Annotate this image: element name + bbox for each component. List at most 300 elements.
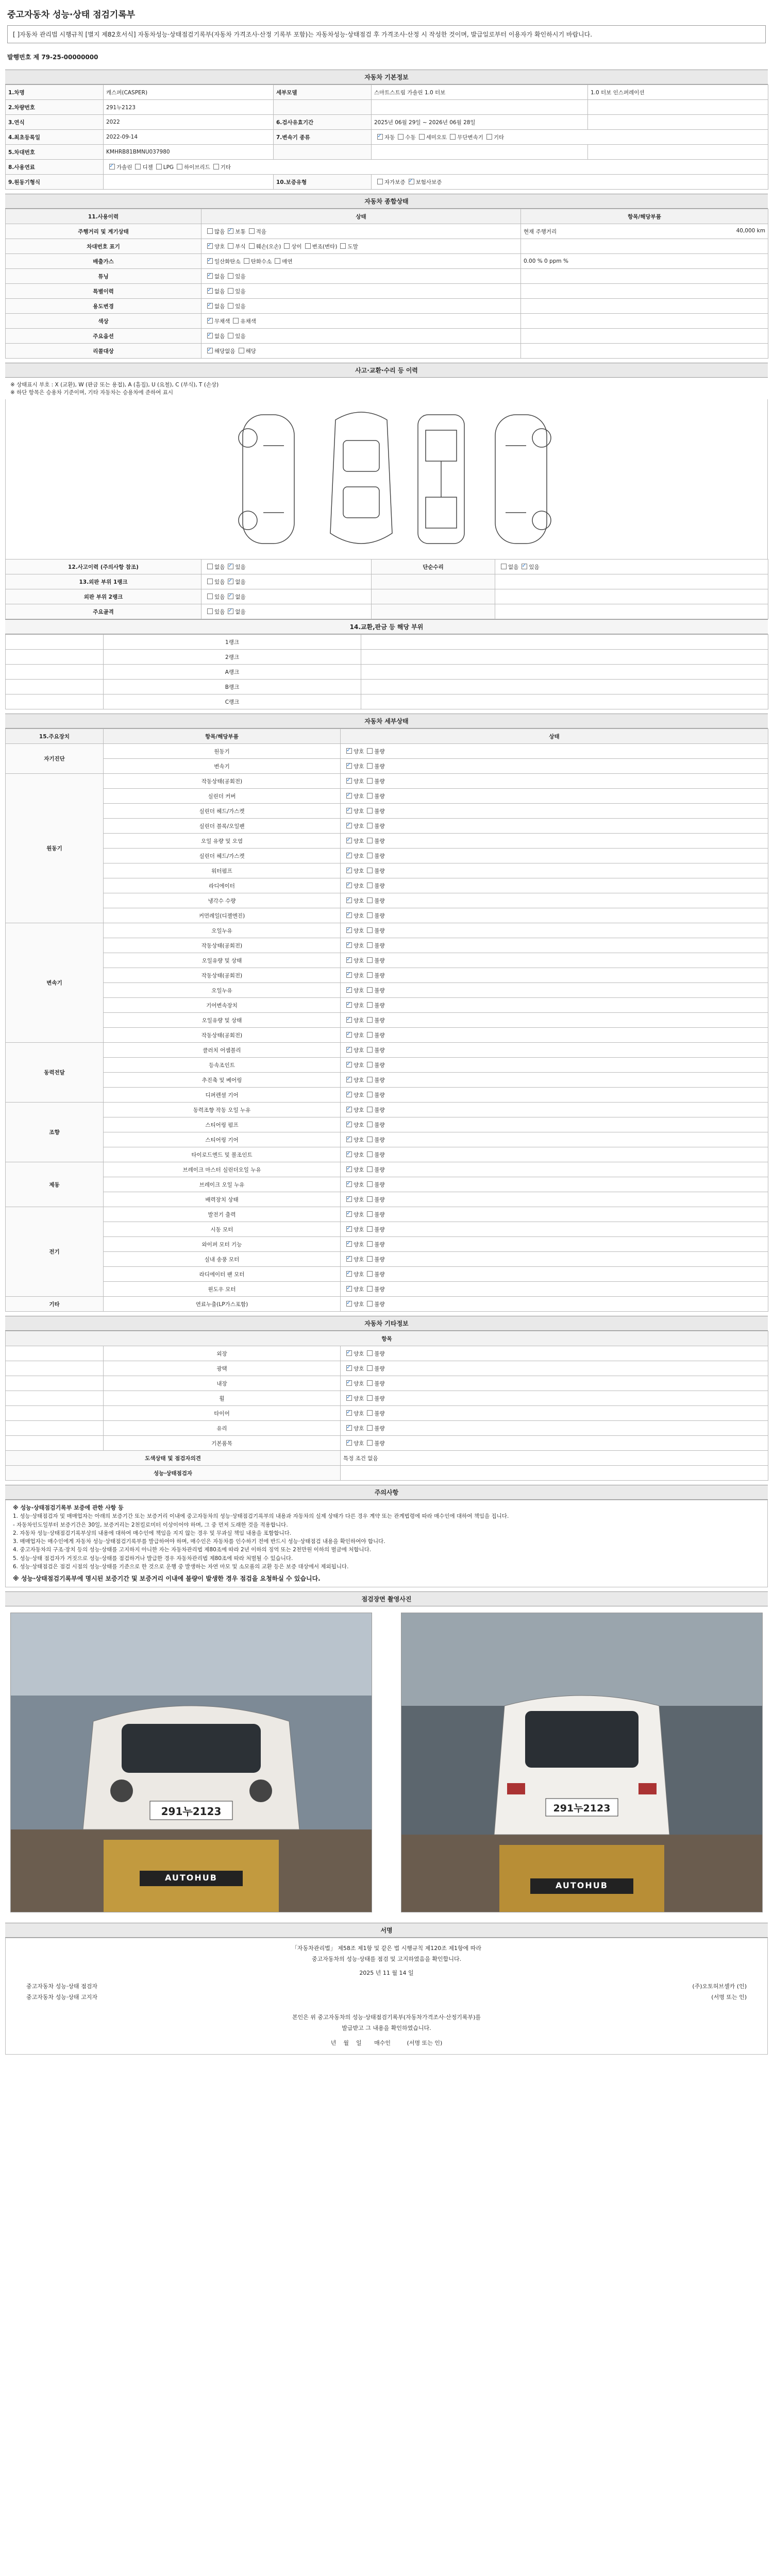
- overall-options: [201, 239, 521, 254]
- checkbox[interactable]: [367, 1077, 373, 1082]
- checkbox[interactable]: [233, 318, 239, 324]
- checkbox-label: 불량: [374, 1350, 385, 1357]
- checkbox[interactable]: [367, 1211, 373, 1217]
- parts-row: [6, 665, 768, 680]
- checkbox-label: 양호: [354, 853, 364, 859]
- checkbox[interactable]: [249, 243, 255, 249]
- checkbox[interactable]: [346, 1002, 352, 1008]
- checkbox[interactable]: [346, 823, 352, 828]
- checkbox[interactable]: [367, 763, 373, 769]
- checkbox[interactable]: [367, 748, 373, 754]
- detail-row: [6, 1058, 768, 1073]
- detail-state: [341, 968, 768, 983]
- overall-options: [201, 299, 521, 314]
- checkbox[interactable]: [367, 1122, 373, 1127]
- checkbox-label: 불량: [374, 778, 385, 785]
- checkbox[interactable]: [367, 1301, 373, 1307]
- detail-item: 오일 유량 및 오염: [104, 834, 341, 849]
- other-item: 기본품목: [104, 1436, 341, 1451]
- checkbox-label: 있음: [529, 564, 540, 570]
- checkbox[interactable]: [377, 134, 383, 140]
- checkbox[interactable]: [367, 987, 373, 993]
- checkbox[interactable]: [346, 1241, 352, 1247]
- overall-right: [521, 269, 768, 284]
- checkbox[interactable]: [367, 868, 373, 873]
- checkbox[interactable]: [346, 972, 352, 978]
- checkbox-label: 양호: [354, 1122, 364, 1128]
- checkbox[interactable]: [367, 1137, 373, 1142]
- checkbox[interactable]: [207, 594, 213, 599]
- checkbox[interactable]: [207, 333, 213, 338]
- checkbox[interactable]: [346, 1365, 352, 1371]
- parts-empty: [6, 694, 104, 709]
- basic-value: KMHRB81BMNU037980: [104, 145, 274, 160]
- checkbox[interactable]: [367, 1380, 373, 1386]
- caution-line: 3. 매매업자는 매수인에게 자동차 성능·상태점검기록부를 발급하여야 하며, 매수인은 자동차를 인수하기 전에 반드시 성능·상태점검 내용을 확인하여야 합니다.: [13, 1538, 385, 1545]
- checkbox[interactable]: [249, 228, 255, 234]
- checkbox[interactable]: [346, 1107, 352, 1112]
- checkbox[interactable]: [284, 243, 290, 249]
- checkbox[interactable]: [367, 1256, 373, 1262]
- detail-state: [341, 953, 768, 968]
- detail-state: [341, 923, 768, 938]
- checkbox-label: 불량: [374, 793, 385, 800]
- other-options: [341, 1406, 768, 1421]
- detail-row: [6, 1237, 768, 1252]
- checkbox[interactable]: [346, 1256, 352, 1262]
- basic-right-value: [588, 100, 768, 115]
- detail-row: [6, 759, 768, 774]
- checkbox[interactable]: [228, 288, 233, 294]
- detail-item: 실린더 커버: [104, 789, 341, 804]
- overall-options: [201, 284, 521, 299]
- accident-options: [201, 560, 372, 574]
- checkbox[interactable]: [239, 348, 244, 353]
- overall-right: [521, 299, 768, 314]
- checkbox[interactable]: [367, 957, 373, 963]
- checkbox[interactable]: [367, 1226, 373, 1232]
- checkbox[interactable]: [346, 1092, 352, 1097]
- accident-options: [201, 604, 372, 619]
- parts-row: [6, 680, 768, 694]
- checkbox[interactable]: [346, 1151, 352, 1157]
- checkbox[interactable]: [346, 1017, 352, 1023]
- basic-value: 2022: [104, 115, 274, 130]
- car-top-view: [330, 412, 392, 544]
- basic-row: [6, 115, 768, 130]
- checkbox-label: 유채색: [240, 318, 256, 325]
- checkbox[interactable]: [367, 942, 373, 948]
- checkbox[interactable]: [409, 179, 414, 184]
- detail-item: 라디에이터: [104, 878, 341, 893]
- other-empty: [6, 1406, 104, 1421]
- car-left-side: [243, 415, 294, 544]
- checkbox[interactable]: [346, 1211, 352, 1217]
- other-opinion-label: 도색상태 및 점검자의견: [6, 1451, 341, 1466]
- basic-mid-label: 10.보증유형: [274, 175, 372, 190]
- checkbox[interactable]: [367, 1425, 373, 1431]
- accident-right-label: [372, 604, 495, 619]
- checkbox-label: 없음: [214, 333, 225, 340]
- checkbox[interactable]: [228, 594, 233, 599]
- detail-state: [341, 1013, 768, 1028]
- checkbox[interactable]: [367, 897, 373, 903]
- checkbox-label: 있음: [214, 579, 225, 585]
- detail-row: [6, 1297, 768, 1312]
- wheel-rr: [532, 511, 551, 530]
- parts-table: [5, 634, 768, 709]
- checkbox[interactable]: [275, 258, 280, 264]
- parts-row: [6, 694, 768, 709]
- checkbox-label: 불량: [374, 1256, 385, 1263]
- overall-table: [5, 209, 768, 359]
- checkbox-label: 불량: [374, 897, 385, 904]
- checkbox[interactable]: [340, 243, 346, 249]
- accident-label: 외판 부위 2랭크: [6, 589, 201, 604]
- checkbox[interactable]: [346, 868, 352, 873]
- other-options: [341, 1376, 768, 1391]
- checkbox[interactable]: [346, 1301, 352, 1307]
- basic-row: [6, 85, 768, 100]
- checkbox[interactable]: [367, 1002, 373, 1008]
- checkbox[interactable]: [367, 1017, 373, 1023]
- checkbox-label: 양호: [354, 1380, 364, 1387]
- detail-state: [341, 1252, 768, 1267]
- detail-item: 실린더 블록/오일팬: [104, 819, 341, 834]
- checkbox[interactable]: [207, 579, 213, 584]
- checkbox[interactable]: [346, 912, 352, 918]
- detail-group: 원동기: [6, 774, 104, 923]
- checkbox[interactable]: [367, 1410, 373, 1416]
- basic-mid-label: 6.검사유효기간: [274, 115, 372, 130]
- detail-item: 등속조인트: [104, 1058, 341, 1073]
- checkbox-label: 불량: [374, 868, 385, 874]
- checkbox[interactable]: [367, 1271, 373, 1277]
- checkbox[interactable]: [367, 1166, 373, 1172]
- other-empty: [6, 1346, 104, 1361]
- checkbox[interactable]: [207, 348, 213, 353]
- overall-row: [6, 329, 768, 344]
- detail-row: [6, 834, 768, 849]
- checkbox[interactable]: [377, 179, 383, 184]
- checkbox[interactable]: [367, 972, 373, 978]
- checkbox[interactable]: [228, 303, 233, 309]
- buyer-day-label: 일: [356, 2039, 362, 2046]
- checkbox[interactable]: [346, 853, 352, 858]
- checkbox[interactable]: [367, 1151, 373, 1157]
- detail-state: [341, 1058, 768, 1073]
- detail-state: [341, 834, 768, 849]
- checkbox[interactable]: [109, 164, 115, 170]
- checkbox-label: 보험사보증: [415, 179, 442, 185]
- checkbox-label: 일산화탄소: [214, 258, 241, 265]
- other-row: [6, 1421, 768, 1436]
- checkbox[interactable]: [346, 1350, 352, 1356]
- overall-label: 리콜대상: [6, 344, 201, 359]
- checkbox[interactable]: [367, 927, 373, 933]
- checkbox[interactable]: [367, 1032, 373, 1038]
- checkbox-label: 세미오토: [426, 134, 447, 141]
- parts-values: [361, 665, 768, 680]
- checkbox-label: 없음: [508, 564, 519, 570]
- other-options: [341, 1391, 768, 1406]
- checkbox[interactable]: [367, 1286, 373, 1292]
- detail-group: 기타: [6, 1297, 104, 1312]
- overall-label: 차대번호 표기: [6, 239, 201, 254]
- detail-row: [6, 908, 768, 923]
- checkbox[interactable]: [346, 1380, 352, 1386]
- checkbox-label: 양호: [354, 957, 364, 964]
- checkbox[interactable]: [367, 1092, 373, 1097]
- checkbox[interactable]: [346, 1077, 352, 1082]
- overall-label: 색상: [6, 314, 201, 329]
- overall-header-1: 상태: [201, 209, 521, 224]
- checkbox-label: 양호: [354, 1017, 364, 1024]
- notice-box: [ ]자동차 관리법 시행규칙 [별지 제82호서식] 자동차성능·상태점검기록부(자동차 가격조사·산정 기록부 포함)는 자동차성능·상태점검 후 가격조사·산정 시 작성한 것이며, 발급일로부터 이용자가 확인하시기 바랍니다.: [7, 25, 766, 43]
- checkbox[interactable]: [346, 808, 352, 814]
- checkbox-label: 불량: [374, 1196, 385, 1203]
- other-item: 휠: [104, 1391, 341, 1406]
- checkbox[interactable]: [207, 564, 213, 569]
- buyer-year-label: 년: [330, 2039, 337, 2046]
- checkbox[interactable]: [346, 763, 352, 769]
- buyer-month-label: 월: [343, 2039, 349, 2046]
- parts-rank: A랭크: [104, 665, 361, 680]
- checkbox-label: 없음: [235, 594, 246, 600]
- checkbox[interactable]: [367, 853, 373, 858]
- checkbox[interactable]: [501, 564, 507, 569]
- checkbox[interactable]: [367, 1395, 373, 1401]
- document-page: [5, 0, 768, 2055]
- checkbox[interactable]: [346, 748, 352, 754]
- detail-row: [6, 1192, 768, 1207]
- checkbox[interactable]: [367, 883, 373, 888]
- checkbox-label: 불량: [374, 1137, 385, 1143]
- checkbox-label: 있음: [235, 303, 246, 310]
- checkbox[interactable]: [450, 134, 456, 140]
- checkbox[interactable]: [367, 1365, 373, 1371]
- checkbox[interactable]: [228, 243, 233, 249]
- section-caution-title: 주의사항: [5, 1485, 768, 1500]
- checkbox[interactable]: [228, 564, 233, 569]
- checkbox[interactable]: [346, 1425, 352, 1431]
- checkbox[interactable]: [346, 897, 352, 903]
- checkbox-label: 양호: [354, 1256, 364, 1263]
- checkbox[interactable]: [367, 808, 373, 814]
- caution-title: ※ 성능·상태점검기록부 보증에 관한 사항 등: [13, 1504, 124, 1511]
- checkbox[interactable]: [346, 1047, 352, 1053]
- checkbox[interactable]: [346, 1271, 352, 1277]
- checkbox[interactable]: [346, 883, 352, 888]
- checkbox[interactable]: [367, 1440, 373, 1446]
- checkbox-label: 훼손(오손): [256, 243, 281, 250]
- checkbox[interactable]: [346, 1410, 352, 1416]
- detail-item: 시동 모터: [104, 1222, 341, 1237]
- checkbox[interactable]: [207, 303, 213, 309]
- checkbox-label: 변조(변타): [312, 243, 338, 250]
- checkbox[interactable]: [367, 1062, 373, 1067]
- checkbox-label: 불량: [374, 942, 385, 949]
- checkbox[interactable]: [346, 1181, 352, 1187]
- detail-row: [6, 1043, 768, 1058]
- detail-item: 디퍼렌셜 기어: [104, 1088, 341, 1103]
- checkbox-label: 양호: [354, 1107, 364, 1113]
- checkbox-label: 양호: [354, 1062, 364, 1069]
- detail-state: [341, 1073, 768, 1088]
- checkbox-label: 기타: [220, 164, 231, 171]
- detail-state: [341, 878, 768, 893]
- detail-item: 작동상태(공회전): [104, 1028, 341, 1043]
- checkbox[interactable]: [156, 164, 162, 170]
- accident-options: [201, 574, 372, 589]
- checkbox[interactable]: [367, 838, 373, 843]
- accident-legend: [5, 378, 768, 399]
- checkbox[interactable]: [244, 258, 249, 264]
- detail-item: 스티어링 펌프: [104, 1117, 341, 1132]
- checkbox[interactable]: [346, 942, 352, 948]
- checkbox[interactable]: [367, 778, 373, 784]
- checkbox[interactable]: [367, 1196, 373, 1202]
- checkbox[interactable]: [346, 1062, 352, 1067]
- detail-state: [341, 759, 768, 774]
- checkbox[interactable]: [367, 1047, 373, 1053]
- checkbox[interactable]: [228, 228, 233, 234]
- checkbox[interactable]: [228, 608, 233, 614]
- section-other-title: 자동차 기타정보: [5, 1316, 768, 1331]
- parts-empty: [6, 650, 104, 665]
- checkbox-label: 양호: [354, 763, 364, 770]
- checkbox-label: 불량: [374, 1092, 385, 1098]
- checkbox-label: 양호: [354, 1002, 364, 1009]
- checkbox[interactable]: [207, 273, 213, 279]
- checkbox-label: 불량: [374, 1107, 385, 1113]
- detail-row: [6, 1132, 768, 1147]
- checkbox[interactable]: [346, 1395, 352, 1401]
- basic-mid-value: [372, 100, 588, 115]
- checkbox[interactable]: [346, 1166, 352, 1172]
- detail-item: 작동상태(공회전): [104, 938, 341, 953]
- checkbox[interactable]: [367, 1107, 373, 1112]
- checkbox-label: 있음: [214, 594, 225, 600]
- checkbox[interactable]: [522, 564, 527, 569]
- checkbox-label: 하이브리드: [184, 164, 210, 171]
- checkbox[interactable]: [367, 1241, 373, 1247]
- checkbox-label: 있음: [235, 273, 246, 280]
- detail-row: [6, 789, 768, 804]
- detail-row: [6, 744, 768, 759]
- checkbox-label: 불량: [374, 1002, 385, 1009]
- checkbox[interactable]: [346, 838, 352, 843]
- checkbox[interactable]: [346, 1196, 352, 1202]
- detail-row: [6, 804, 768, 819]
- section-sign-title: 서명: [5, 1923, 768, 1938]
- basic-row: [6, 160, 768, 175]
- checkbox-label: 불량: [374, 1077, 385, 1083]
- detail-item: 동력조향 작동 오일 누유: [104, 1103, 341, 1117]
- checkbox-label: 양호: [354, 987, 364, 994]
- checkbox[interactable]: [305, 243, 311, 249]
- checkbox[interactable]: [346, 927, 352, 933]
- checkbox[interactable]: [398, 134, 404, 140]
- checkbox[interactable]: [367, 1181, 373, 1187]
- overall-right: [521, 344, 768, 359]
- checkbox-label: 양호: [354, 1286, 364, 1293]
- parts-subtitle: 14.교환,판금 등 해당 부위: [5, 619, 768, 634]
- checkbox[interactable]: [228, 333, 233, 338]
- detail-group: 전기: [6, 1207, 104, 1297]
- basic-value: 291누2123: [104, 100, 274, 115]
- checkbox[interactable]: [207, 243, 213, 249]
- checkbox[interactable]: [228, 273, 233, 279]
- checkbox-label: 불량: [374, 823, 385, 829]
- checkbox[interactable]: [486, 134, 492, 140]
- checkbox-label: 있음: [235, 288, 246, 295]
- overall-header-0: 11.사용이력: [6, 209, 201, 224]
- checkbox[interactable]: [207, 258, 213, 264]
- checkbox[interactable]: [346, 1137, 352, 1142]
- detail-state: [341, 1088, 768, 1103]
- checkbox[interactable]: [346, 1286, 352, 1292]
- checkbox[interactable]: [367, 1350, 373, 1356]
- checkbox[interactable]: [207, 288, 213, 294]
- checkbox[interactable]: [346, 987, 352, 993]
- checkbox-label: 양호: [354, 1137, 364, 1143]
- detail-row: [6, 893, 768, 908]
- checkbox[interactable]: [346, 957, 352, 963]
- checkbox-label: 불량: [374, 1440, 385, 1447]
- checkbox[interactable]: [135, 164, 141, 170]
- basic-label: 2.차량번호: [6, 100, 104, 115]
- detail-header-0: 15.주요장치: [6, 729, 104, 744]
- checkbox[interactable]: [213, 164, 219, 170]
- checkbox[interactable]: [207, 228, 213, 234]
- checkbox[interactable]: [346, 1122, 352, 1127]
- accident-right-options: [495, 560, 768, 574]
- checkbox[interactable]: [367, 912, 373, 918]
- detail-state: [341, 804, 768, 819]
- checkbox[interactable]: [346, 1440, 352, 1446]
- other-options: [341, 1346, 768, 1361]
- basic-info-table: [5, 84, 768, 190]
- checkbox-label: 양호: [354, 1440, 364, 1447]
- checkbox-label: 양호: [354, 1301, 364, 1308]
- checkbox[interactable]: [346, 793, 352, 799]
- other-table: [5, 1331, 768, 1481]
- checkbox[interactable]: [367, 793, 373, 799]
- detail-state: [341, 1192, 768, 1207]
- detail-state: [341, 1222, 768, 1237]
- checkbox[interactable]: [346, 778, 352, 784]
- detail-group: 제동: [6, 1162, 104, 1207]
- checkbox[interactable]: [207, 318, 213, 324]
- wheel-rl: [239, 511, 257, 530]
- confirm-line2: 발급받고 그 내용을 확인하였습니다.: [342, 2025, 431, 2032]
- checkbox[interactable]: [346, 1226, 352, 1232]
- photo-rear: [401, 1613, 763, 1912]
- checkbox[interactable]: [177, 164, 182, 170]
- overall-row: [6, 254, 768, 269]
- checkbox-label: 양호: [354, 1410, 364, 1417]
- checkbox[interactable]: [228, 579, 233, 584]
- detail-row: [6, 774, 768, 789]
- other-options: [341, 1421, 768, 1436]
- checkbox[interactable]: [367, 823, 373, 828]
- checkbox[interactable]: [207, 608, 213, 614]
- detail-group: 변속기: [6, 923, 104, 1043]
- detail-row: [6, 1222, 768, 1237]
- checkbox[interactable]: [346, 1032, 352, 1038]
- checkbox[interactable]: [419, 134, 425, 140]
